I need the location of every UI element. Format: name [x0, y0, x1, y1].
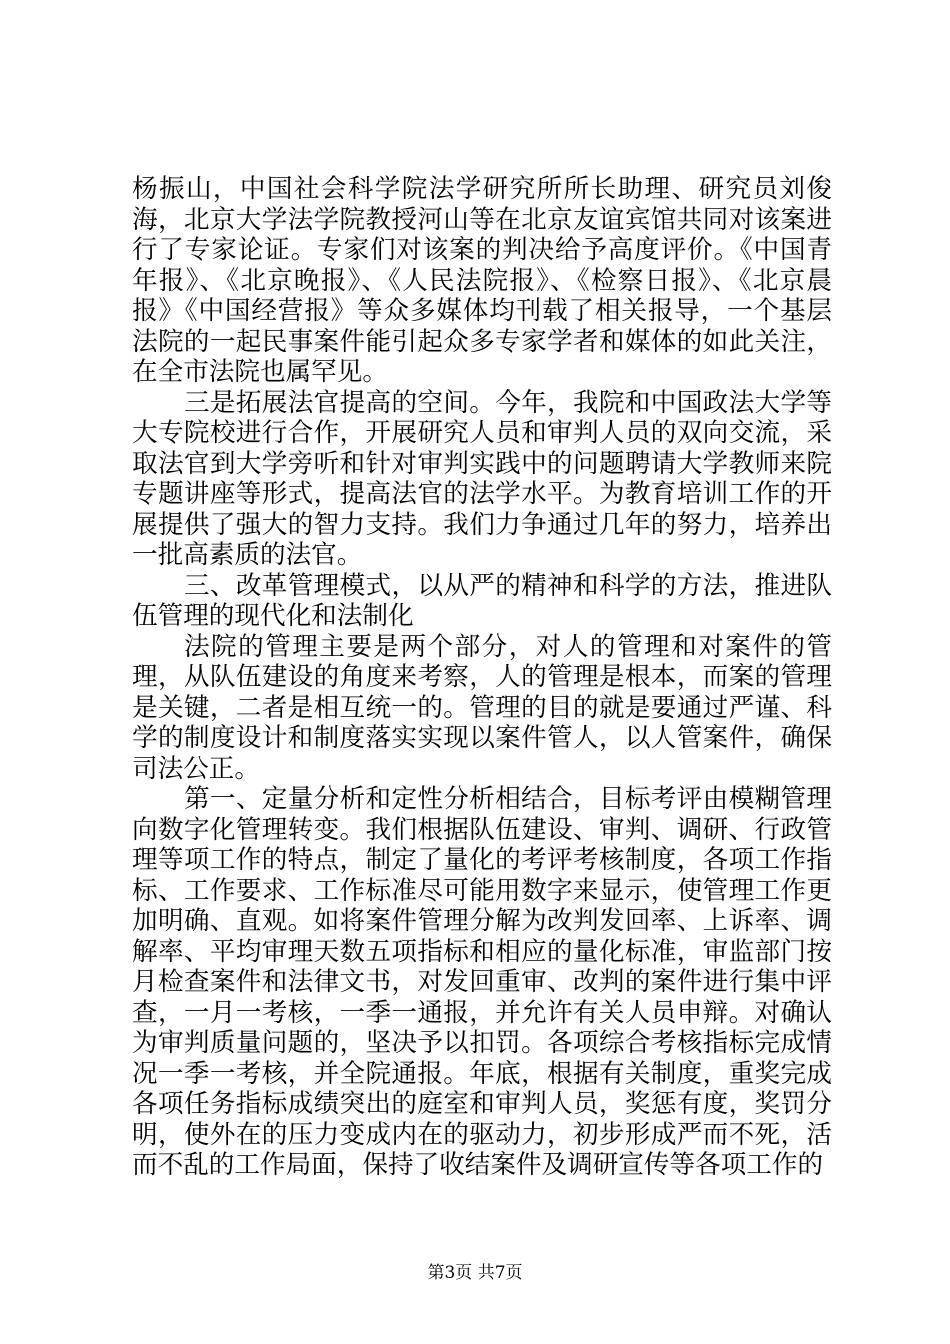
paragraph-quantitative-analysis: 第一、定量分析和定性分析相结合，目标考评由模糊管理向数字化管理转变。我们根据队伍建设、审判、调研、行政管理等项工作的特点，制定了量化的考评考核制度，各项工作指标、工作要求、工作标准尽可能用数字来显示，使管理工作更加明确、直观。如将案件管理分解为改判发回率、上诉率、调解率、平均审理天数五项指标和相应的量化标准，审监部门按月检查案件和法律文书，对发回重审、改判的案件进行集中评查，一月一考核，一季一通报，并允许有关人员申辩。对确认为审判质量问题的，坚决予以扣罚。各项综合考核指标完成情况一季一考核，并全院通报。年底，根据有关制度，重奖完成各项任务指标成绩突出的庭室和审判人员，奖惩有度，奖罚分明，使外在的压力变成内在的驱动力，初步形成严而不死，活而不乱的工作局面，保持了收结案件及调研宣传等各项工作的 [132, 784, 832, 1180]
document-body [132, 174, 832, 1181]
paragraph-training-space: 三是拓展法官提高的空间。今年，我院和中国政法大学等大专院校进行合作，开展研究人员和审判人员的双向交流，采取法官到大学旁听和针对审判实践中的问题聘请大学教师来院专题讲座等形式，提高法官的法学水平。为教育培训工作的开展提供了强大的智力支持。我们力争通过几年的努力，培养出一批高素质的法官。 [132, 387, 832, 570]
paragraph-continuation: 杨振山，中国社会科学院法学研究所所长助理、研究员刘俊海，北京大学法学院教授河山等在北京友谊宾馆共同对该案进行了专家论证。专家们对该案的判决给予高度评价。《中国青年报》、《北京晚报》、《人民法院报》、《检察日报》、《北京晨报》《中国经营报》等众多媒体均刊载了相关报导，一个基层法院的一起民事案件能引起众多专家学者和媒体的如此关注，在全市法院也属罕见。 [132, 174, 832, 387]
section-heading-management-reform: 三、改革管理模式，以从严的精神和科学的方法，推进队伍管理的现代化和法制化 [132, 570, 832, 631]
paragraph-court-management: 法院的管理主要是两个部分，对人的管理和对案件的管理，从队伍建设的角度来考察，人的管理是根本，而案的管理是关键，二者是相互统一的。管理的目的就是要通过严谨、科学的制度设计和制度落实实现以案件管人，以人管案件，确保司法公正。 [132, 631, 832, 784]
page-number-footer: 第3页 共7页 [427, 1263, 523, 1283]
